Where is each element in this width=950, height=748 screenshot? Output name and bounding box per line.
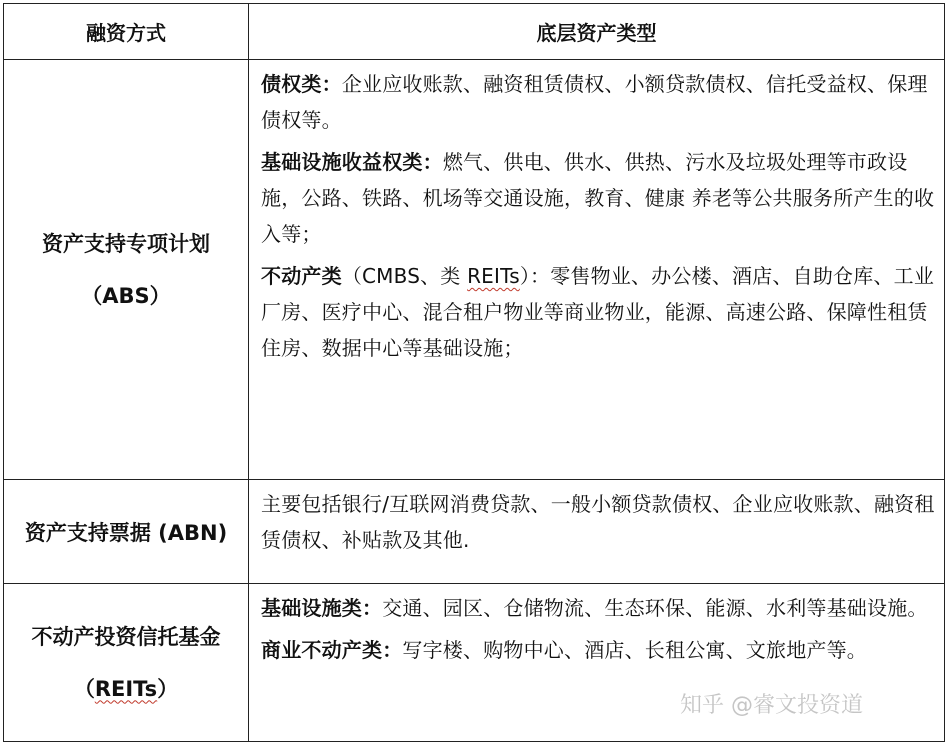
abs-abbrev: （ABS） xyxy=(81,283,171,308)
reits-abbrev-close: ） xyxy=(157,676,179,701)
reits-infra-text: 交通、园区、仓储物流、生态环保、能源、水利等基础设施。 xyxy=(382,596,928,620)
abn-name-cell xyxy=(4,480,249,584)
reits-abbrev-open: （ xyxy=(73,676,95,701)
reits-infra-label: 基础设施类： xyxy=(261,596,383,620)
reits-name-cell xyxy=(4,584,249,742)
abs-debt-label: 债权类： xyxy=(261,72,342,96)
abs-name-cell xyxy=(4,60,249,480)
reits-abbrev-word: REITs xyxy=(94,676,158,701)
reits-commercial-paragraph xyxy=(261,632,936,668)
abn-name: 资产支持票据 (ABN) xyxy=(24,520,228,545)
abs-infra-label: 基础设施收益权类： xyxy=(261,150,443,174)
reits-assets-cell xyxy=(249,584,945,742)
abn-text: 主要包括银行/互联网消费贷款、一般小额贷款债权、企业应收账款、融资租赁债权、补贴款及其他. xyxy=(261,492,935,552)
abs-realestate-text-a: （CMBS、类 xyxy=(341,264,468,288)
header-financing-method: 融资方式 xyxy=(4,4,249,60)
table-row-reits xyxy=(4,584,945,742)
table-row-abn xyxy=(4,480,945,584)
reits-infra-paragraph xyxy=(261,590,936,626)
abs-infra-text: 燃气、供电、供水、供热、污水及垃圾处理等市政设施，公路、铁路、机场等交通设施，教育、健康 养老等公共服务所产生的收入等； xyxy=(261,150,935,246)
reits-commercial-label: 商业不动产类： xyxy=(261,638,403,662)
reits-abbrev xyxy=(4,663,248,715)
financing-asset-table xyxy=(3,3,945,742)
abs-infra-paragraph xyxy=(261,144,936,252)
header-row xyxy=(4,4,945,60)
abs-name: 资产支持专项计划 xyxy=(42,231,210,256)
abs-realestate-paragraph xyxy=(261,258,936,366)
abs-debt-paragraph xyxy=(261,66,936,138)
abs-debt-text: 企业应收账款、融资租赁债权、小额贷款债权、信托受益权、保理债权等。 xyxy=(261,72,928,132)
abs-realestate-text-b: ）：零售物业、办公楼、酒店、自助仓库、工业厂房、医疗中心、混合租户物业等商业物业，能源、高速公路、保障性租赁住房、数据中心等基础设施； xyxy=(261,264,935,360)
reits-name: 不动产投资信托基金 xyxy=(31,624,221,649)
abs-assets-cell xyxy=(249,60,945,480)
abs-realestate-reits: REITs xyxy=(467,264,520,288)
abn-assets-cell xyxy=(249,480,945,584)
header-underlying-asset-type: 底层资产类型 xyxy=(249,4,945,60)
table-row-abs xyxy=(4,60,945,480)
zhihu-watermark: 知乎 @睿文投资道 xyxy=(680,693,863,718)
abs-realestate-label: 不动产类 xyxy=(261,264,342,288)
reits-commercial-text: 写字楼、购物中心、酒店、长租公寓、文旅地产等。 xyxy=(402,638,868,662)
